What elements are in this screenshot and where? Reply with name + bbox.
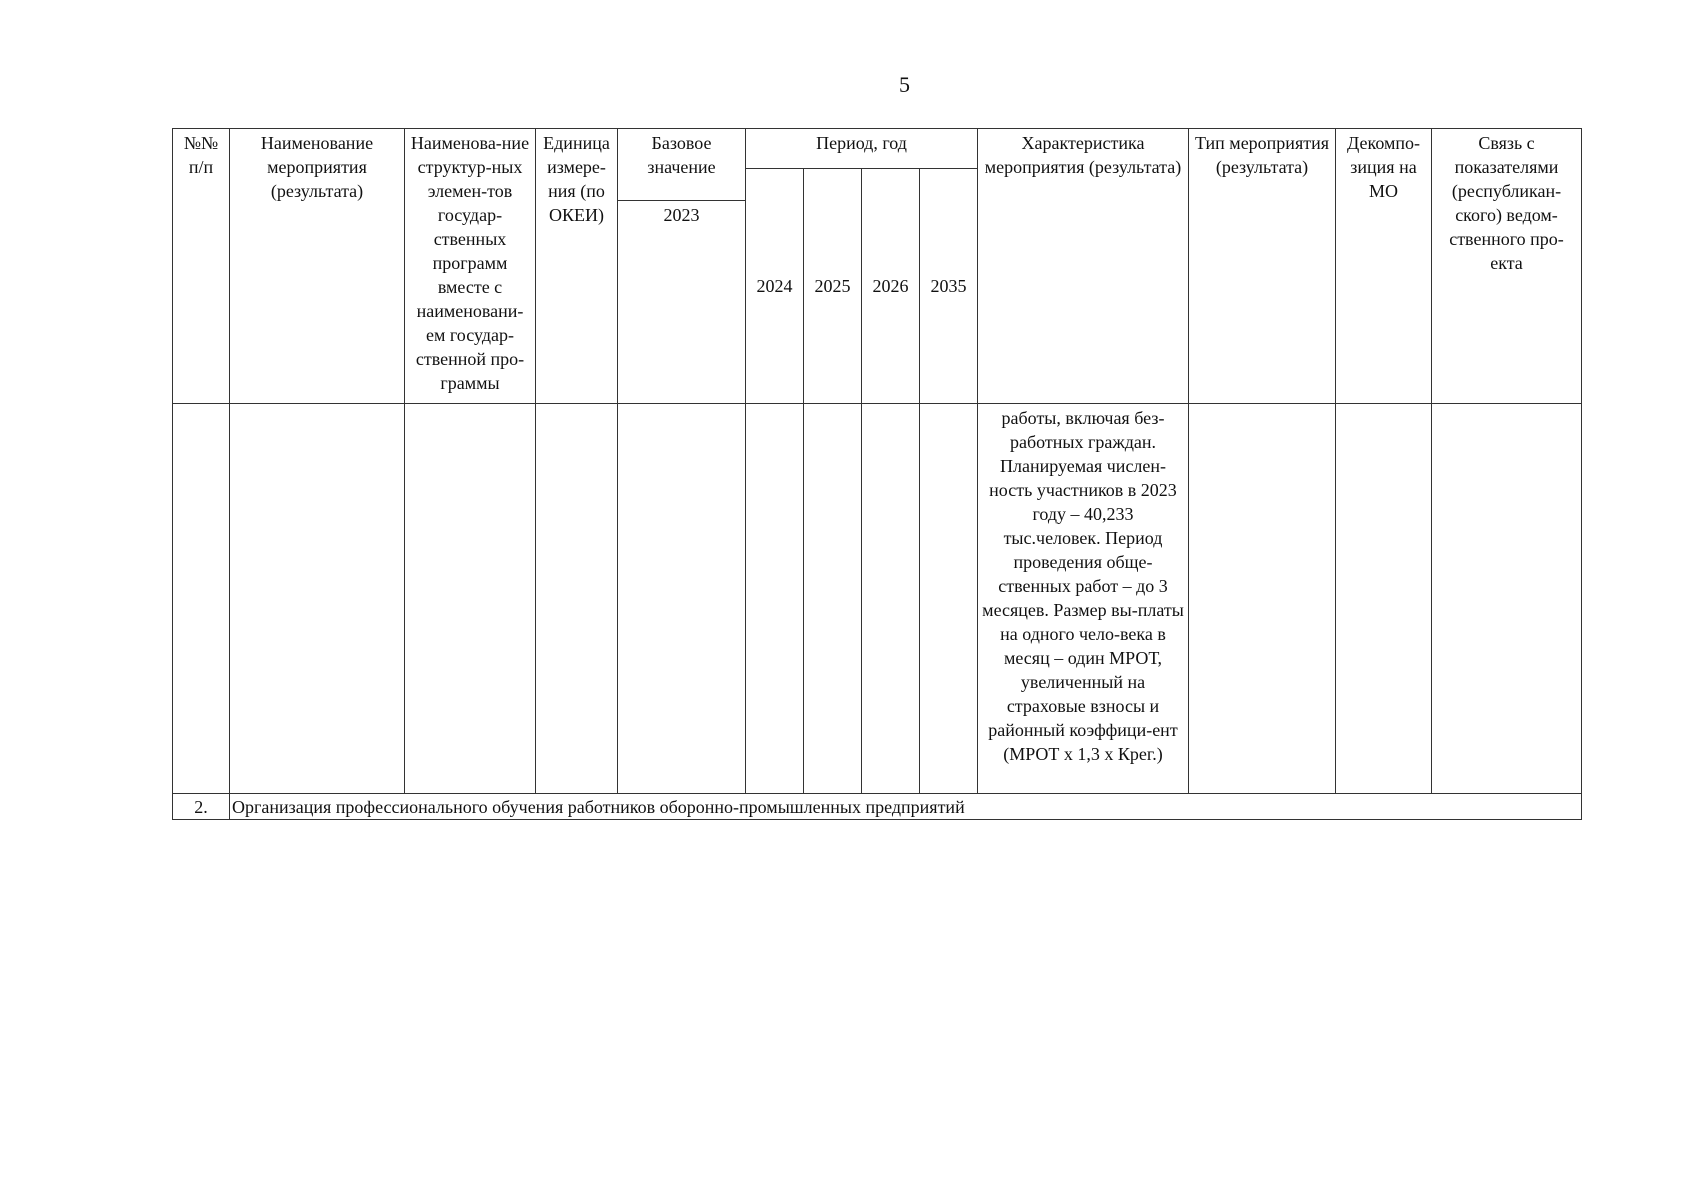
table-row (173, 404, 1582, 794)
header-period: Период, год (746, 129, 978, 169)
cell-characteristic: работы, включая без-работных граждан. Планируемая числен-ность участников в 2023 году – 40,233 тыс.человек. Период проведения обще-ственных работ – до 3 месяцев. Размер вы-платы на одного чело-века в месяц – один МРОТ, увеличенный на страховые взносы и районный коэффици-ент (МРОТ х 1,3 х Крег.) (978, 404, 1189, 794)
page-number: 5 (899, 72, 910, 97)
header-name: Наименование мероприятия (результата) (230, 129, 405, 404)
cell-year-2026 (862, 404, 920, 794)
section-title: Организация профессионального обучения работников оборонно-промышленных предприятий (230, 794, 1582, 820)
cell-base (618, 404, 746, 794)
cell-year-2035 (920, 404, 978, 794)
header-link: Связь с показателями (республикан-ского) ведом-ственного про-екта (1432, 129, 1582, 404)
header-structural-elements: Наименова-ние структур-ных элемен-тов государ-ственных программ вместе с наименовани-ем государ-ственной про-граммы (405, 129, 536, 404)
header-year-2024: 2024 (746, 169, 804, 404)
cell-year-2025 (804, 404, 862, 794)
header-type: Тип мероприятия (результата) (1189, 129, 1336, 404)
header-base-year: 2023 (618, 201, 746, 404)
cell-unit (536, 404, 618, 794)
header-year-2026: 2026 (862, 169, 920, 404)
cell-year-2024 (746, 404, 804, 794)
header-decomposition: Декомпо-зиция на МО (1336, 129, 1432, 404)
cell-decomposition (1336, 404, 1432, 794)
header-num: №№ п/п (173, 129, 230, 404)
section-number: 2. (173, 794, 230, 820)
header-year-2025: 2025 (804, 169, 862, 404)
header-unit: Единица измере-ния (по ОКЕИ) (536, 129, 618, 404)
header-year-2035: 2035 (920, 169, 978, 404)
activities-table (172, 128, 1582, 820)
cell-link (1432, 404, 1582, 794)
cell-name (230, 404, 405, 794)
header-row-1 (173, 129, 1582, 169)
header-base-value: Базовое значение (618, 129, 746, 201)
header-characteristic: Характеристика мероприятия (результата) (978, 129, 1189, 404)
section-row (173, 794, 1582, 820)
cell-struct (405, 404, 536, 794)
cell-type (1189, 404, 1336, 794)
cell-num (173, 404, 230, 794)
